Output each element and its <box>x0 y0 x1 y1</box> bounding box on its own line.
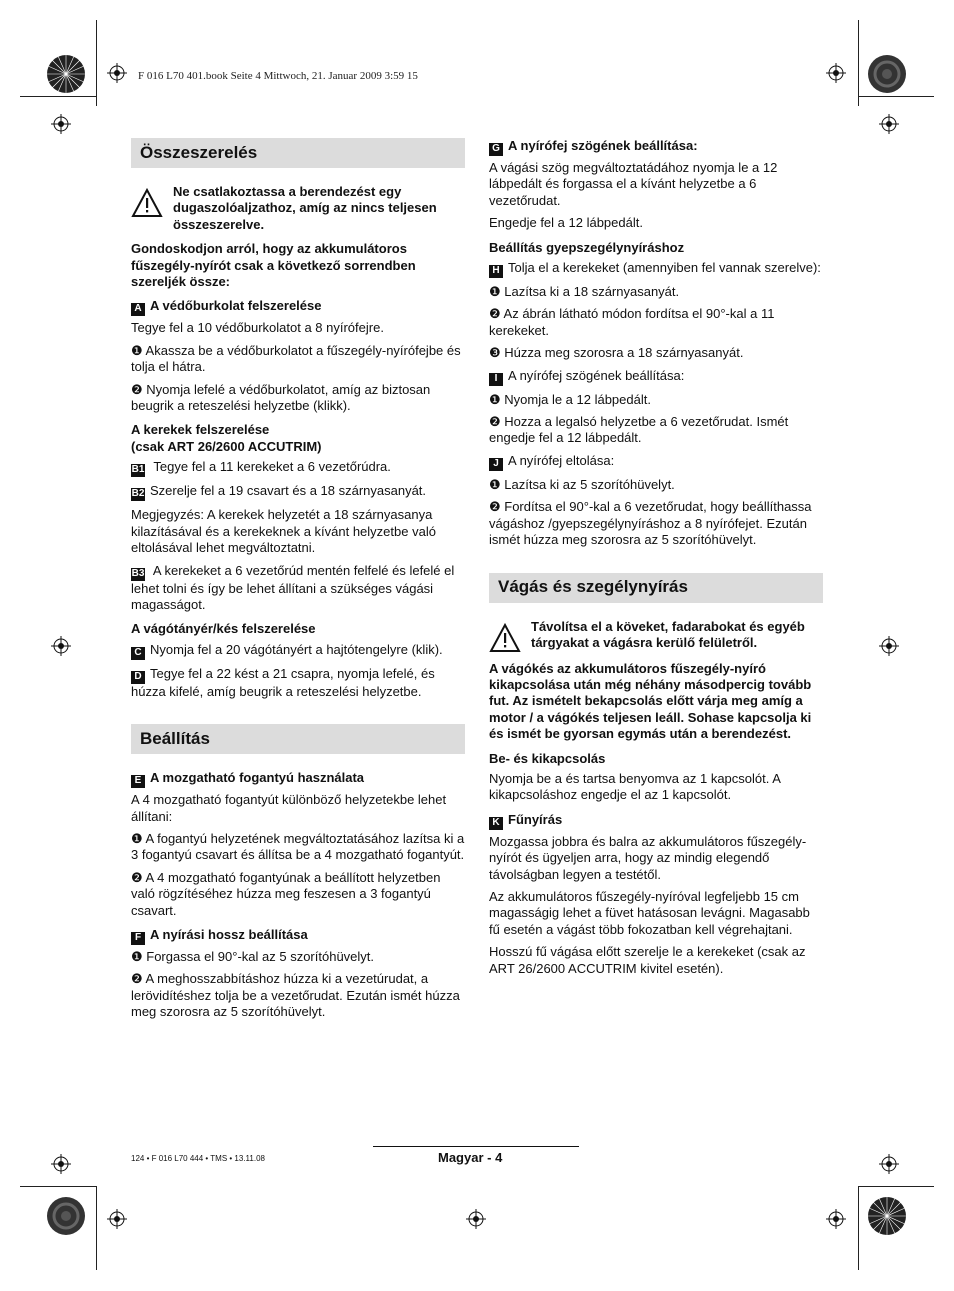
paragraph: ❶ Nyomja le a 12 lábpedált. <box>489 391 651 407</box>
figure-label: B3 <box>131 567 145 579</box>
figure-label: K <box>489 817 503 830</box>
registration-mark-icon <box>107 1209 127 1229</box>
crop-mark <box>858 1186 934 1187</box>
subsection-heading: E A mozgatható fogantyú használata <box>131 770 465 788</box>
registration-mark-icon <box>51 1154 71 1174</box>
paragraph: Tegye fel a 10 védőburkolatot a 8 nyírófejre. <box>131 320 384 336</box>
paragraph: A vágási szög megváltoztatádához nyomja le a 12 lábpedált és forgassa el a kívánt helyzetbe a 6 vezetőrudat. <box>489 160 778 208</box>
paragraph: ❶ Akassza be a védőburkolatot a fűszegély-nyírófejbe és tolja el hátra. <box>131 342 461 375</box>
figure-label: C <box>131 647 145 660</box>
paragraph: ❷ A 4 mozgatható fogantyúnak a beállított helyzetben való rögzítéséhez húzza meg feszesen a 3 fogantyú csavart. <box>131 869 441 918</box>
left-column <box>131 138 465 1027</box>
crop-mark <box>858 96 934 97</box>
section-title-cutting: Vágás és szegélynyírás <box>489 573 823 603</box>
subsection-heading: Be- és kikapcsolás <box>489 750 606 766</box>
registration-rosette-icon <box>46 54 86 94</box>
paragraph: B3 A kerekeket a 6 vezetőrúd mentén felfelé és lefelé el lehet tolni és így be lehet állítani a szükséges vágási magasságot. <box>131 562 455 612</box>
figure-label: I <box>489 373 503 386</box>
warning-text: Távolítsa el a köveket, fadarabokat és egyéb tárgyakat a vágásra kerülő felületről. <box>531 618 805 650</box>
subsection-heading: A kerekek felszerelése <box>131 422 270 438</box>
paragraph: I A nyírófej szögének beállítása: <box>489 368 823 386</box>
registration-mark-icon <box>879 1154 899 1174</box>
registration-rosette-icon <box>867 54 907 94</box>
subsection-heading: A A védőburkolat felszerelése <box>131 298 465 316</box>
paragraph: D Tegye fel a 22 kést a 21 csapra, nyomja lefelé, és húzza kifelé, amíg beugrik a reteszelési helyzetbe. <box>131 665 435 699</box>
figure-label: G <box>489 143 503 156</box>
paragraph: ❷ A meghosszabbításhoz húzza ki a vezetúrudat, a lerövidítéshez tolja be a vezetőrudat. Ezután ismét húzza meg szorosra az 5 szorítóhüvelyt. <box>131 971 460 1020</box>
registration-mark-icon <box>107 63 127 83</box>
figure-label: B2 <box>131 488 145 500</box>
footer-code: 124 • F 016 L70 444 • TMS • 13.11.08 <box>131 1154 265 1163</box>
section-title-assembly: Összeszerelés <box>131 138 465 168</box>
subsection-heading: (csak ART 26/2600 ACCUTRIM) <box>131 438 322 454</box>
paragraph: ❶ Lazítsa ki az 5 szorítóhüvelyt. <box>489 476 675 492</box>
paragraph: Mozgassa jobbra és balra az akkumulátoros fűszegély-nyírót és ügyeljen arra, hogy az mindig elegendő távolságban legyen a testétől. <box>489 833 807 882</box>
paragraph: Engedje fel a 12 lábpedált. <box>489 215 643 231</box>
crop-mark <box>858 1186 859 1270</box>
page-number: Magyar - 4 <box>438 1150 503 1165</box>
subsection-heading: G A nyírófej szögének beállítása: <box>489 138 823 156</box>
registration-mark-icon <box>466 1209 486 1229</box>
paragraph: ❷ Nyomja lefelé a védőburkolatot, amíg az biztosan beugrik a reteszelési helyzetbe (klikk). <box>131 381 431 414</box>
paragraph: ❷ Fordítsa el 90°-kal a 6 vezetőrudat, hogy beállíthassa vágáshoz /gyepszegélynyíráshoz a 8 nyírófejet. Ezután ismét húzza meg szorosra az 5 szorítóhüvelyt. <box>489 499 812 548</box>
intro-text: Gondoskodjon arról, hogy az akkumulátoros fűszegély-nyírót csak a következő sorrendben szereljék össze: <box>131 241 416 290</box>
paragraph: ❶ Lazítsa ki a 18 szárnyasanyát. <box>489 284 680 300</box>
warning-text: Ne csatlakoztassa a berendezést egy dugaszolóaljzathoz, amíg az nincs teljesen összeszerelve. <box>173 184 437 232</box>
figure-label: H <box>489 265 503 278</box>
registration-mark-icon <box>51 636 71 656</box>
section-title-adjustment: Beállítás <box>131 724 465 754</box>
paragraph: Nyomja be a és tartsa benyomva az 1 kapcsolót. A kikapcsoláshoz engedje el az 1 kapcsolót. <box>489 770 781 803</box>
crop-mark <box>96 1186 97 1270</box>
subsection-heading: Beállítás gyepszegélynyíráshoz <box>489 239 685 255</box>
registration-mark-icon <box>879 636 899 656</box>
registration-mark-icon <box>826 1209 846 1229</box>
figure-label: J <box>489 458 503 471</box>
crop-mark <box>20 96 96 97</box>
figure-label: D <box>131 671 145 684</box>
print-file-header: F 016 L70 401.book Seite 4 Mittwoch, 21. Januar 2009 3:59 15 <box>138 70 418 82</box>
subsection-heading: F A nyírási hossz beállítása <box>131 927 465 945</box>
warning-triangle-icon <box>489 623 521 653</box>
paragraph: A 4 mozgatható fogantyút különböző helyzetekbe lehet állítani: <box>131 792 447 824</box>
paragraph: B2 Szerelje fel a 19 csavart és a 18 szárnyasanyát. <box>131 483 427 500</box>
warning-block <box>489 619 823 653</box>
paragraph: J A nyírófej eltolása: <box>489 453 823 471</box>
paragraph: ❶ Forgassa el 90°-kal az 5 szorítóhüvelyt. <box>131 948 375 964</box>
paragraph: Az akkumulátoros fűszegély-nyíróval legfeljebb 15 cm magasságig lehet a füvet hatásosan levágni. Magasabb fű esetén a vágást több fokozatban kell végrehajtani. <box>489 888 810 937</box>
right-column <box>489 138 823 983</box>
figure-label: E <box>131 775 145 788</box>
footer-rule <box>373 1146 579 1147</box>
bold-paragraph: A vágókés az akkumulátoros fűszegély-nyíró kikapcsolása után még néhány másodpercig tovább fut. Az ismételt bekapcsolás előtt várja meg amíg a motor / a vágókés teljesen leáll. Sohase kapcsolja ki és ismét be gyorsan egymás után a berendezést. <box>489 660 812 742</box>
registration-mark-icon <box>879 114 899 134</box>
paragraph: C Nyomja fel a 20 vágótányért a hajtótengelyre (klik). <box>131 642 465 660</box>
paragraph: B1 Tegye fel a 11 kerekeket a 6 vezetőrúdra. <box>131 459 391 476</box>
paragraph: H Tolja el a kerekeket (amennyiben fel vannak szerelve): <box>489 260 823 278</box>
registration-mark-icon <box>51 114 71 134</box>
registration-mark-icon <box>826 63 846 83</box>
warning-triangle-icon <box>131 188 163 218</box>
paragraph: ❸ Húzza meg szorosra a 18 szárnyasanyát. <box>489 345 744 361</box>
figure-label: A <box>131 303 145 316</box>
note-paragraph: Megjegyzés: A kerekek helyzetét a 18 szárnyasanya kilazításával és a kerekeknek a kívánt helyzetbe való eltolásával lehet megváltoztatni. <box>131 507 436 556</box>
subsection-heading: A vágótányér/kés felszerelése <box>131 621 316 637</box>
paragraph: Hosszú fű vágása előtt szerelje le a kerekeket (csak az ART 26/2600 ACCUTRIM kivitel esetén). <box>489 944 806 976</box>
subsection-heading: K Fűnyírás <box>489 812 823 830</box>
paragraph: ❷ Az ábrán látható módon fordítsa el 90°-kal a 11 kerekeket. <box>489 306 775 338</box>
crop-mark <box>20 1186 96 1187</box>
registration-rosette-icon <box>867 1196 907 1236</box>
figure-label: F <box>131 932 145 945</box>
paragraph: ❶ A fogantyú helyzetének megváltoztatásához lazítsa ki a 3 fogantyú csavart és állítsa be a 4 mozgatható fogantyút. <box>131 830 465 863</box>
figure-label: B1 <box>131 464 145 476</box>
registration-rosette-icon <box>46 1196 86 1236</box>
paragraph: ❷ Hozza a legalsó helyzetbe a 6 vezetőrudat. Ismét engedje fel a 12 lábpedált. <box>489 414 789 446</box>
crop-mark <box>96 20 97 106</box>
warning-block <box>131 184 465 233</box>
crop-mark <box>858 20 859 106</box>
